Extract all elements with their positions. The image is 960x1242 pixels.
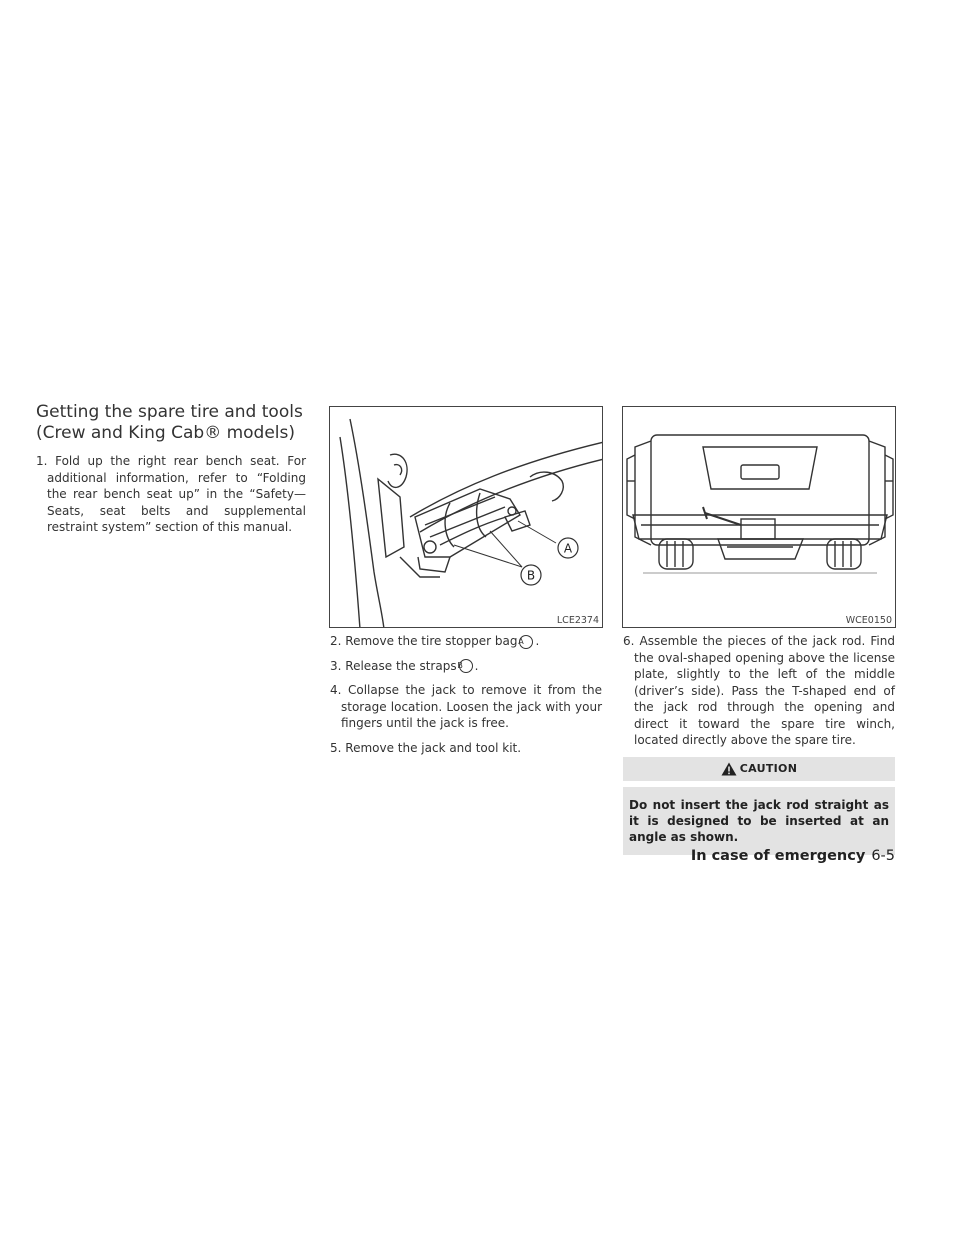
section-title-line2: (Crew and King Cab® models) [36, 423, 296, 443]
step-2: 2. Remove the tire stopper bagA . [330, 634, 540, 648]
step-5: 5. Remove the jack and tool kit. [330, 740, 522, 755]
figure-jack-storage [329, 406, 603, 628]
callout-a-label: A [563, 541, 573, 556]
callout-b-label: B [526, 568, 536, 583]
step-4: 4. Collapse the jack to remove it from the storage location. Loosen the jack with your fingers until the jack is free. [330, 683, 602, 730]
figure-truck-rear [622, 406, 896, 628]
step-3-text: 3. Release the straps [330, 658, 457, 673]
page-footer [691, 848, 895, 864]
step-6: 6. Assemble the pieces of the jack rod. Find the oval-shaped opening above the license plate, slightly to the left of the middle (driver’s side). Pass the T-shaped end of the jack rod through the opening and direct it toward the spare tire winch, located directly above the spare tire. [623, 634, 895, 747]
step-1: 1. Fold up the right rear bench seat. For additional information, refer to “Folding the rear bench seat up” in the “Safety—Seats, seat belts and supplemental restraint system” section of this manual. [36, 454, 306, 534]
right-column [623, 633, 895, 855]
marker-b: B [459, 659, 473, 673]
figure-code: LCE2374 [556, 615, 599, 626]
footer-section-name: In case of emergency [690, 848, 866, 864]
marker-a: A [519, 635, 533, 649]
figure-code: WCE0150 [845, 615, 892, 626]
caution-heading-text: CAUTION [739, 762, 798, 775]
truck-rear-illustration [623, 407, 896, 628]
step-3: 3. Release the strapsB . [330, 658, 479, 673]
warning-icon [721, 762, 737, 776]
section-title-line1: Getting the spare tire and tools [36, 402, 303, 422]
footer-page-number: 6-5 [871, 848, 895, 864]
middle-column [330, 633, 602, 764]
section-title [36, 402, 306, 444]
caution-body: Do not insert the jack rod straight as it is designed to be inserted at an angle as shown. [623, 787, 895, 855]
jack-storage-illustration [330, 407, 603, 628]
caution-heading [623, 757, 895, 781]
step-2-text: 2. Remove the tire stopper bag [330, 634, 518, 648]
left-column [36, 402, 306, 544]
